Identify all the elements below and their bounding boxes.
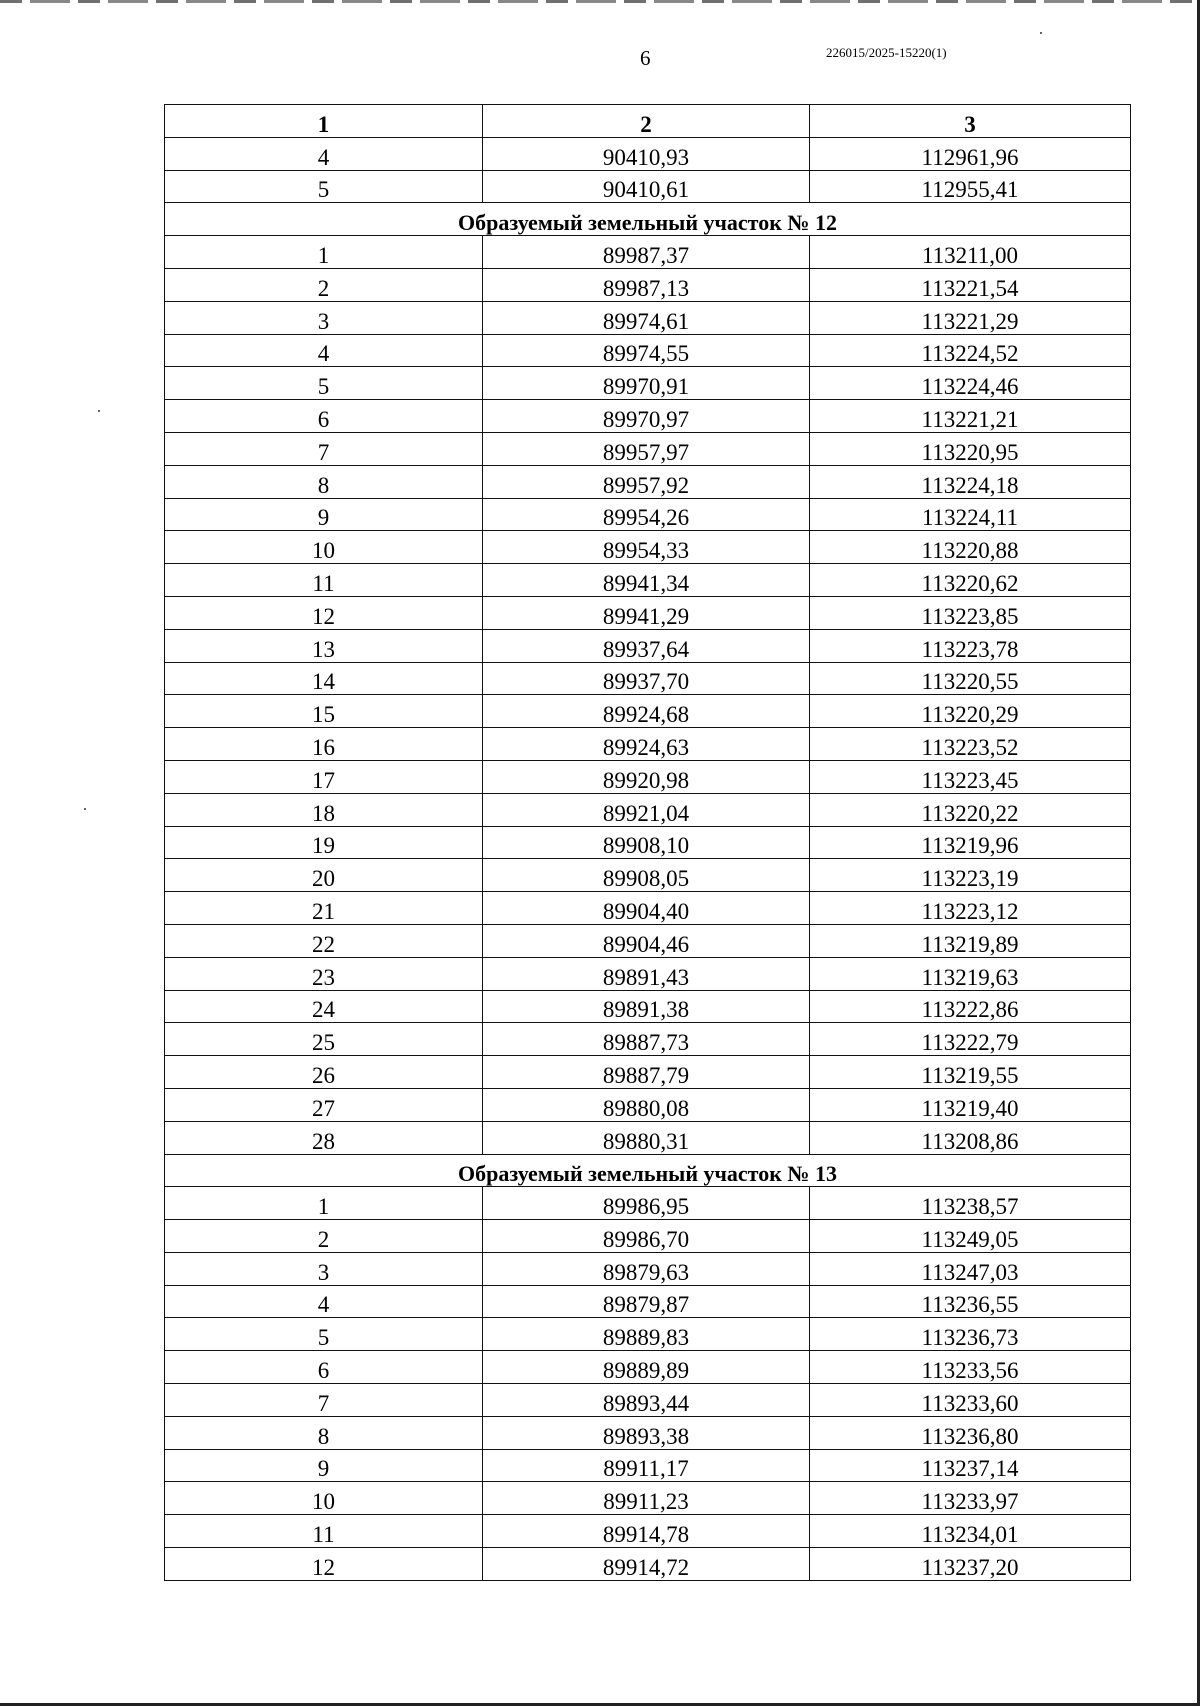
table-row (165, 1088, 1131, 1121)
x-coordinate-cell: 89891,38 (483, 990, 810, 1023)
point-number-cell: 6 (165, 400, 483, 433)
point-number-cell: 9 (165, 498, 483, 531)
y-coordinate-cell: 113233,97 (810, 1482, 1131, 1515)
x-coordinate-cell: 89957,92 (483, 465, 810, 498)
y-coordinate-cell: 113224,11 (810, 498, 1131, 531)
y-coordinate-cell: 113219,55 (810, 1056, 1131, 1089)
point-number-cell: 2 (165, 268, 483, 301)
table-row (165, 1285, 1131, 1318)
coordinates-table (164, 104, 1131, 1581)
point-number-cell: 25 (165, 1023, 483, 1056)
table-row (165, 432, 1131, 465)
table-row (165, 1121, 1131, 1154)
x-coordinate-cell: 89941,34 (483, 564, 810, 597)
x-coordinate-cell: 89954,26 (483, 498, 810, 531)
section-title: Образуемый земельный участок № 12 (165, 203, 1131, 236)
scan-speck (84, 808, 86, 810)
table-row (165, 1187, 1131, 1220)
point-number-cell: 5 (165, 367, 483, 400)
y-coordinate-cell: 113237,14 (810, 1449, 1131, 1482)
table-row (165, 793, 1131, 826)
column-header: 3 (810, 105, 1131, 138)
table-row (165, 990, 1131, 1023)
point-number-cell: 27 (165, 1088, 483, 1121)
x-coordinate-cell: 90410,93 (483, 137, 810, 170)
table-row (165, 1351, 1131, 1384)
y-coordinate-cell: 113236,55 (810, 1285, 1131, 1318)
point-number-cell: 19 (165, 826, 483, 859)
x-coordinate-cell: 89924,68 (483, 695, 810, 728)
x-coordinate-cell: 89889,89 (483, 1351, 810, 1384)
x-coordinate-cell: 89904,46 (483, 924, 810, 957)
y-coordinate-cell: 113236,80 (810, 1416, 1131, 1449)
x-coordinate-cell: 89904,40 (483, 892, 810, 925)
x-coordinate-cell: 89914,72 (483, 1548, 810, 1581)
point-number-cell: 14 (165, 662, 483, 695)
y-coordinate-cell: 113219,89 (810, 924, 1131, 957)
table-row (165, 1056, 1131, 1089)
x-coordinate-cell: 89880,08 (483, 1088, 810, 1121)
point-number-cell: 26 (165, 1056, 483, 1089)
table-row (165, 1449, 1131, 1482)
y-coordinate-cell: 113237,20 (810, 1548, 1131, 1581)
x-coordinate-cell: 89954,33 (483, 531, 810, 564)
x-coordinate-cell: 89893,38 (483, 1416, 810, 1449)
x-coordinate-cell: 89987,37 (483, 236, 810, 269)
point-number-cell: 10 (165, 1482, 483, 1515)
x-coordinate-cell: 89889,83 (483, 1318, 810, 1351)
x-coordinate-cell: 89941,29 (483, 596, 810, 629)
y-coordinate-cell: 113223,52 (810, 728, 1131, 761)
table-row (165, 695, 1131, 728)
table-row (165, 1252, 1131, 1285)
x-coordinate-cell: 89914,78 (483, 1515, 810, 1548)
y-coordinate-cell: 113219,63 (810, 957, 1131, 990)
y-coordinate-cell: 112955,41 (810, 170, 1131, 203)
point-number-cell: 3 (165, 1252, 483, 1285)
table-row (165, 334, 1131, 367)
x-coordinate-cell: 89970,97 (483, 400, 810, 433)
table-row (165, 1384, 1131, 1417)
page-number: 6 (640, 46, 651, 70)
point-number-cell: 1 (165, 1187, 483, 1220)
y-coordinate-cell: 113220,62 (810, 564, 1131, 597)
point-number-cell: 8 (165, 465, 483, 498)
table-row (165, 236, 1131, 269)
table-row (165, 400, 1131, 433)
y-coordinate-cell: 113224,46 (810, 367, 1131, 400)
document-id: 226015/2025-15220(1) (826, 45, 947, 60)
x-coordinate-cell: 89937,70 (483, 662, 810, 695)
x-coordinate-cell: 89911,17 (483, 1449, 810, 1482)
point-number-cell: 4 (165, 334, 483, 367)
table-row (165, 924, 1131, 957)
table-row (165, 662, 1131, 695)
point-number-cell: 12 (165, 596, 483, 629)
table-row (165, 1482, 1131, 1515)
y-coordinate-cell: 113222,86 (810, 990, 1131, 1023)
y-coordinate-cell: 113249,05 (810, 1220, 1131, 1253)
y-coordinate-cell: 113220,88 (810, 531, 1131, 564)
column-header: 1 (165, 105, 483, 138)
y-coordinate-cell: 113247,03 (810, 1252, 1131, 1285)
point-number-cell: 28 (165, 1121, 483, 1154)
y-coordinate-cell: 113208,86 (810, 1121, 1131, 1154)
table-row (165, 1318, 1131, 1351)
point-number-cell: 15 (165, 695, 483, 728)
y-coordinate-cell: 113219,96 (810, 826, 1131, 859)
point-number-cell: 7 (165, 432, 483, 465)
point-number-cell: 20 (165, 859, 483, 892)
point-number-cell: 1 (165, 236, 483, 269)
x-coordinate-cell: 89879,63 (483, 1252, 810, 1285)
x-coordinate-cell: 89957,97 (483, 432, 810, 465)
table-row (165, 728, 1131, 761)
point-number-cell: 22 (165, 924, 483, 957)
x-coordinate-cell: 89887,73 (483, 1023, 810, 1056)
table-row (165, 596, 1131, 629)
point-number-cell: 12 (165, 1548, 483, 1581)
point-number-cell: 10 (165, 531, 483, 564)
section-title-row (165, 203, 1131, 236)
table-row (165, 826, 1131, 859)
point-number-cell: 16 (165, 728, 483, 761)
table-row (165, 1220, 1131, 1253)
table-row (165, 859, 1131, 892)
table-row (165, 892, 1131, 925)
table-row (165, 268, 1131, 301)
point-number-cell: 11 (165, 564, 483, 597)
x-coordinate-cell: 89921,04 (483, 793, 810, 826)
table-row (165, 301, 1131, 334)
y-coordinate-cell: 113223,78 (810, 629, 1131, 662)
table-row (165, 1416, 1131, 1449)
x-coordinate-cell: 89970,91 (483, 367, 810, 400)
y-coordinate-cell: 113220,95 (810, 432, 1131, 465)
y-coordinate-cell: 113223,12 (810, 892, 1131, 925)
x-coordinate-cell: 89893,44 (483, 1384, 810, 1417)
table-row (165, 564, 1131, 597)
column-header: 2 (483, 105, 810, 138)
table-row (165, 629, 1131, 662)
x-coordinate-cell: 89986,70 (483, 1220, 810, 1253)
section-title-row (165, 1154, 1131, 1187)
point-number-cell: 3 (165, 301, 483, 334)
point-number-cell: 5 (165, 1318, 483, 1351)
table-row (165, 1023, 1131, 1056)
x-coordinate-cell: 89987,13 (483, 268, 810, 301)
x-coordinate-cell: 89908,10 (483, 826, 810, 859)
point-number-cell: 4 (165, 1285, 483, 1318)
y-coordinate-cell: 113223,85 (810, 596, 1131, 629)
y-coordinate-cell: 112961,96 (810, 137, 1131, 170)
y-coordinate-cell: 113238,57 (810, 1187, 1131, 1220)
table-row (165, 465, 1131, 498)
table-row (165, 1548, 1131, 1581)
point-number-cell: 21 (165, 892, 483, 925)
scan-speck (98, 410, 100, 412)
point-number-cell: 11 (165, 1515, 483, 1548)
x-coordinate-cell: 89908,05 (483, 859, 810, 892)
table-row (165, 498, 1131, 531)
y-coordinate-cell: 113233,56 (810, 1351, 1131, 1384)
x-coordinate-cell: 90410,61 (483, 170, 810, 203)
table-row (165, 531, 1131, 564)
y-coordinate-cell: 113234,01 (810, 1515, 1131, 1548)
table-header-row (165, 105, 1131, 138)
y-coordinate-cell: 113211,00 (810, 236, 1131, 269)
point-number-cell: 23 (165, 957, 483, 990)
y-coordinate-cell: 113233,60 (810, 1384, 1131, 1417)
y-coordinate-cell: 113221,54 (810, 268, 1131, 301)
table-row (165, 760, 1131, 793)
x-coordinate-cell: 89986,95 (483, 1187, 810, 1220)
table-row (165, 957, 1131, 990)
point-number-cell: 9 (165, 1449, 483, 1482)
x-coordinate-cell: 89879,87 (483, 1285, 810, 1318)
y-coordinate-cell: 113224,52 (810, 334, 1131, 367)
point-number-cell: 18 (165, 793, 483, 826)
x-coordinate-cell: 89974,61 (483, 301, 810, 334)
point-number-cell: 24 (165, 990, 483, 1023)
point-number-cell: 6 (165, 1351, 483, 1384)
x-coordinate-cell: 89911,23 (483, 1482, 810, 1515)
section-title: Образуемый земельный участок № 13 (165, 1154, 1131, 1187)
x-coordinate-cell: 89920,98 (483, 760, 810, 793)
y-coordinate-cell: 113220,29 (810, 695, 1131, 728)
point-number-cell: 17 (165, 760, 483, 793)
y-coordinate-cell: 113223,45 (810, 760, 1131, 793)
y-coordinate-cell: 113220,22 (810, 793, 1131, 826)
y-coordinate-cell: 113223,19 (810, 859, 1131, 892)
x-coordinate-cell: 89924,63 (483, 728, 810, 761)
y-coordinate-cell: 113224,18 (810, 465, 1131, 498)
y-coordinate-cell: 113236,73 (810, 1318, 1131, 1351)
y-coordinate-cell: 113219,40 (810, 1088, 1131, 1121)
table-row (165, 170, 1131, 203)
point-number-cell: 8 (165, 1416, 483, 1449)
point-number-cell: 5 (165, 170, 483, 203)
table-row (165, 137, 1131, 170)
coordinates-table-body (165, 105, 1131, 1581)
x-coordinate-cell: 89937,64 (483, 629, 810, 662)
point-number-cell: 4 (165, 137, 483, 170)
point-number-cell: 7 (165, 1384, 483, 1417)
x-coordinate-cell: 89974,55 (483, 334, 810, 367)
y-coordinate-cell: 113221,21 (810, 400, 1131, 433)
scan-speck (1040, 32, 1042, 34)
x-coordinate-cell: 89887,79 (483, 1056, 810, 1089)
y-coordinate-cell: 113221,29 (810, 301, 1131, 334)
x-coordinate-cell: 89880,31 (483, 1121, 810, 1154)
table-row (165, 367, 1131, 400)
x-coordinate-cell: 89891,43 (483, 957, 810, 990)
point-number-cell: 2 (165, 1220, 483, 1253)
y-coordinate-cell: 113220,55 (810, 662, 1131, 695)
point-number-cell: 13 (165, 629, 483, 662)
scan-top-edge (0, 0, 1200, 3)
y-coordinate-cell: 113222,79 (810, 1023, 1131, 1056)
table-row (165, 1515, 1131, 1548)
